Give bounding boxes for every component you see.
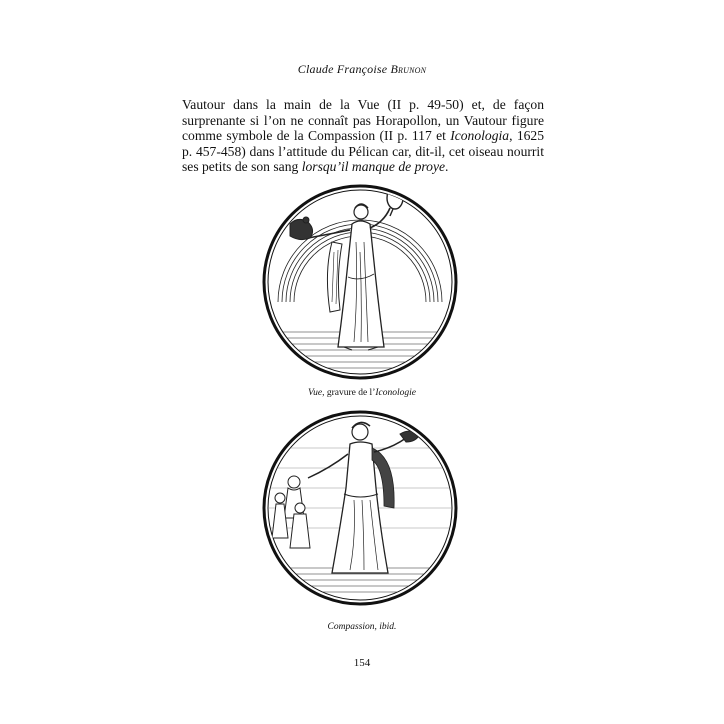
engraving-compassion-image (260, 408, 460, 608)
body-paragraph (182, 97, 544, 175)
author-last-name: Brunon (390, 62, 427, 76)
caption-vue-text: , gravure de l’ (322, 388, 376, 398)
author-first-name: Claude Françoise (297, 62, 388, 76)
caption-vue-title: Vue (308, 388, 323, 398)
paragraph-italic-1: Iconologia (450, 128, 510, 144)
paragraph-part-2: , 1625 p. 457-458) dans l’attitude du Pélican car, dit-il, cet oiseau nourrit ses petits de son sang (182, 128, 545, 175)
paragraph-part-3: . (445, 159, 449, 175)
caption-compassion-title: Compassion, ibid. (327, 622, 397, 632)
engraving-vue (260, 182, 460, 382)
paragraph-part-1: Vautour dans la main de la Vue (II p. 49-50) et, de façon surprenante si l’on ne connaît pas Horapollon, un Vautour figure comme symbole de la Compassion (II p. 117 et (182, 97, 544, 144)
caption-vue-source: Iconologie (375, 388, 416, 398)
engraving-compassion (260, 408, 460, 608)
paragraph-italic-2: lorsqu’il manque de proye (301, 159, 446, 175)
page-number: 154 (353, 657, 371, 669)
caption-compassion (0, 622, 724, 632)
engraving-vue-image (260, 182, 460, 382)
running-head (0, 62, 724, 77)
caption-vue (0, 388, 724, 398)
